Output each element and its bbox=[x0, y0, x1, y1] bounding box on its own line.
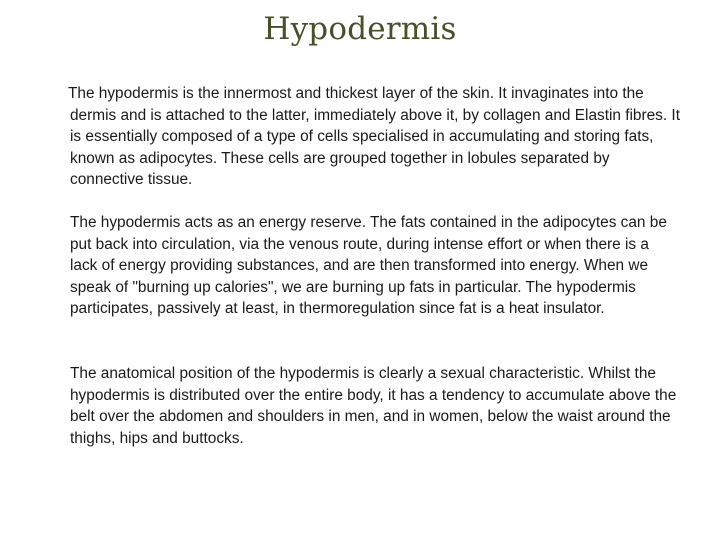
paragraph-anatomical-position: The anatomical position of the hypodermis is clearly a sexual characteristic. Whilst the hypodermis is distributed over the entire body, it has a tendency to accumulate above the belt over the abdomen and shoulders in men, and in women, below the waist around the thighs, hips and buttocks. bbox=[70, 365, 677, 447]
paragraph-energy-reserve: The hypodermis acts as an energy reserve. The fats contained in the adipocytes can be put back into circulation, via the venous route, during intense effort or when there is a lack of energy providing substances, and are then transformed into energy. When we speak of "burning up calories", we are burning up fats in particular. The hypodermis participates, passively at least, in thermoregulation since fat is a heat insulator. bbox=[70, 214, 667, 318]
paragraph-hypodermis-structure: The hypodermis is the innermost and thickest layer of the skin. It invaginates into the dermis and is attached to the latter, immediately above it, by collagen and Elastin fibres. It is essentially composed of a type of cells specialised in accumulating and storing fats, known as adipocytes. These cells are grouped together in lobules separated by connective tissue. bbox=[68, 85, 680, 189]
slide-title: Hypodermis bbox=[263, 11, 457, 47]
